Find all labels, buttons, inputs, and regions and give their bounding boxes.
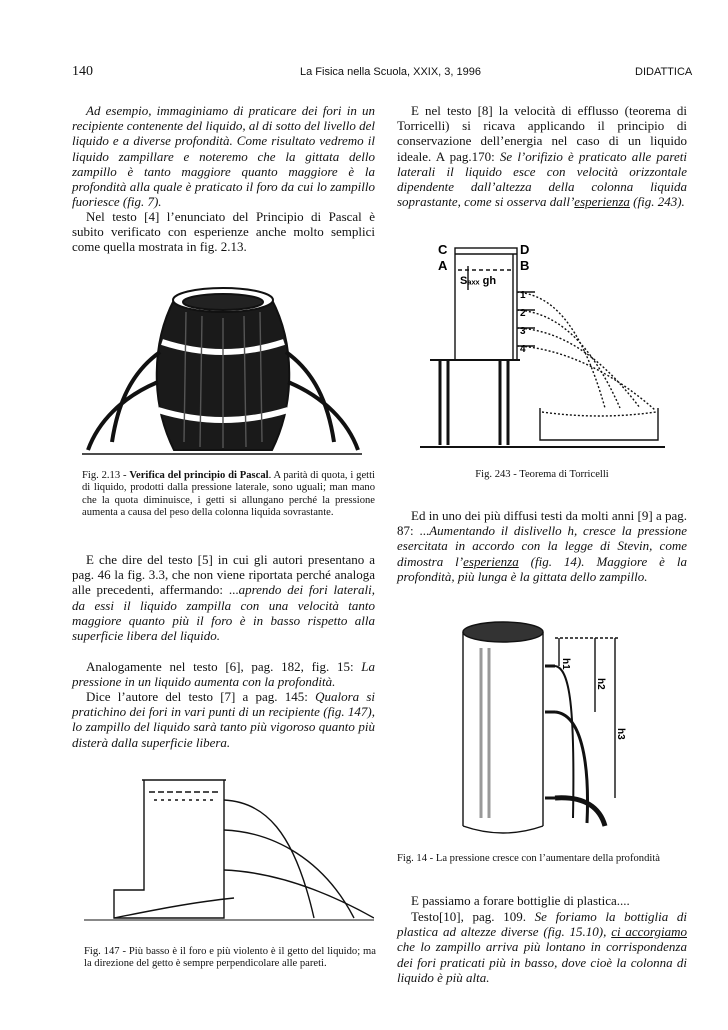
- label-h3: h3: [615, 728, 626, 740]
- label-c: C: [438, 242, 448, 257]
- label-4: 4: [520, 344, 526, 355]
- left-paragraph-5: Dice l’autore del testo [7] a pag. 145: Qualora si pratichino dei fori in vari punti di un recipiente (fig. 147), lo zampillo del liquido sarà tanto più vigoroso quanto più disterà dalla superficie libera.: [72, 689, 375, 750]
- right-paragraph-1: E nel testo [8] la velocità di efflusso (teorema di Torricelli) si ricava applicando il principio di conservazione dell’energia nel caso di un liquido ideale. A pag.170: Se l’orifizio è praticato alle pareti laterali il liquido esce con velocità orizzontale dipendente dall’altezza della colonna liquida soprastante, come si osserva dall’esperienza (fig. 243).: [397, 103, 687, 210]
- label-2: 2: [520, 308, 526, 319]
- left-paragraph-4: Analogamente nel testo [6], pag. 182, fig. 15: La pressione in un liquido aumenta con la profondità.: [72, 659, 375, 690]
- label-h2: h2: [595, 678, 606, 690]
- label-3: 3: [520, 326, 526, 337]
- figure-243-torricelli: [410, 240, 670, 455]
- left-paragraph-3: E che dire del testo [5] in cui gli autori presentano a pag. 46 la fig. 3.3, che non viene riportata perché analoga alle precedenti, affermando: ...aprendo dei fori laterali, da essi il liquido zampilla con una velocità tanto maggiore quanto più il foro è in basso rispetto alla superficie libera del liquido.: [72, 552, 375, 644]
- figure-2-13-barrel: [82, 282, 362, 462]
- figure-2-13-caption: Fig. 2.13 - Verifica del principio di Pascal. A parità di quota, i getti di liquido, prodotti dalla pressione laterale, sono uguali; man mano che la quota diminuisce, i getti si allungano perché la pressione aumenta a causa del peso della colonna liquida sovrastante.: [82, 470, 375, 519]
- label-h1: h1: [560, 658, 571, 670]
- label-d: D: [520, 242, 530, 257]
- left-paragraph-2: Nel testo [4] l’enunciato del Principio di Pascal è subito verificato con esperienze anche molto semplici come quella mostrata in fig. 2.13.: [72, 209, 375, 255]
- journal-title: La Fisica nella Scuola, XXIX, 3, 1996: [300, 66, 481, 78]
- right-paragraph-4: Testo[10], pag. 109. Se foriamo la bottiglia di plastica ad altezze diverse (fig. 15.10), ci accorgiamo che lo zampillo arriva più lontano in corrispondenza dei fori praticati più in basso, dove cioè la colonna di liquido è più alta.: [397, 909, 688, 985]
- label-a: A: [438, 258, 448, 273]
- section-label: DIDATTICA: [635, 66, 693, 78]
- left-paragraph-1: Ad esempio, immaginiamo di praticare dei fori in un recipiente contenente del liquido, al di sotto del livello del liquido e a diverse profondità. Come risultato vedremo il liquido zampillare e noteremo che la gittata dello zampillo è tanto maggiore quanto maggiore è la profondità alla quale è praticato il foro da cui lo zampillo fuoriesce (fig. 7).: [72, 103, 375, 210]
- label-b: B: [520, 258, 530, 273]
- figure-147-caption: Fig. 147 - Più basso è il foro e più violento è il getto del liquido; ma la direzione del getto è sempre perpendicolare alle pareti.: [84, 946, 376, 970]
- figure-243-caption: Fig. 243 - Teorema di Torricelli: [475, 469, 609, 480]
- figure-147-vessel: [84, 770, 374, 930]
- figure-14-caption: Fig. 14 - La pressione cresce con l’aumentare della profondità: [397, 853, 660, 864]
- label-1: 1: [520, 290, 526, 301]
- label-formula: Sₐₓₓ gh: [460, 275, 497, 287]
- right-paragraph-2: Ed in uno dei più diffusi testi da molti anni [9] a pag. 87: ...Aumentando il dislivello h, cresce la pressione esercitata in accordo con la legge di Stevin, come dimostra l’esperienza (fig. 14). Maggiore è la profondità, più lunga è la gittata dello zampillo.: [397, 508, 687, 584]
- page-number: 140: [72, 64, 93, 79]
- figure-14-cylinder: [455, 618, 635, 843]
- right-paragraph-3: E passiamo a forare bottiglie di plastica....: [411, 893, 630, 908]
